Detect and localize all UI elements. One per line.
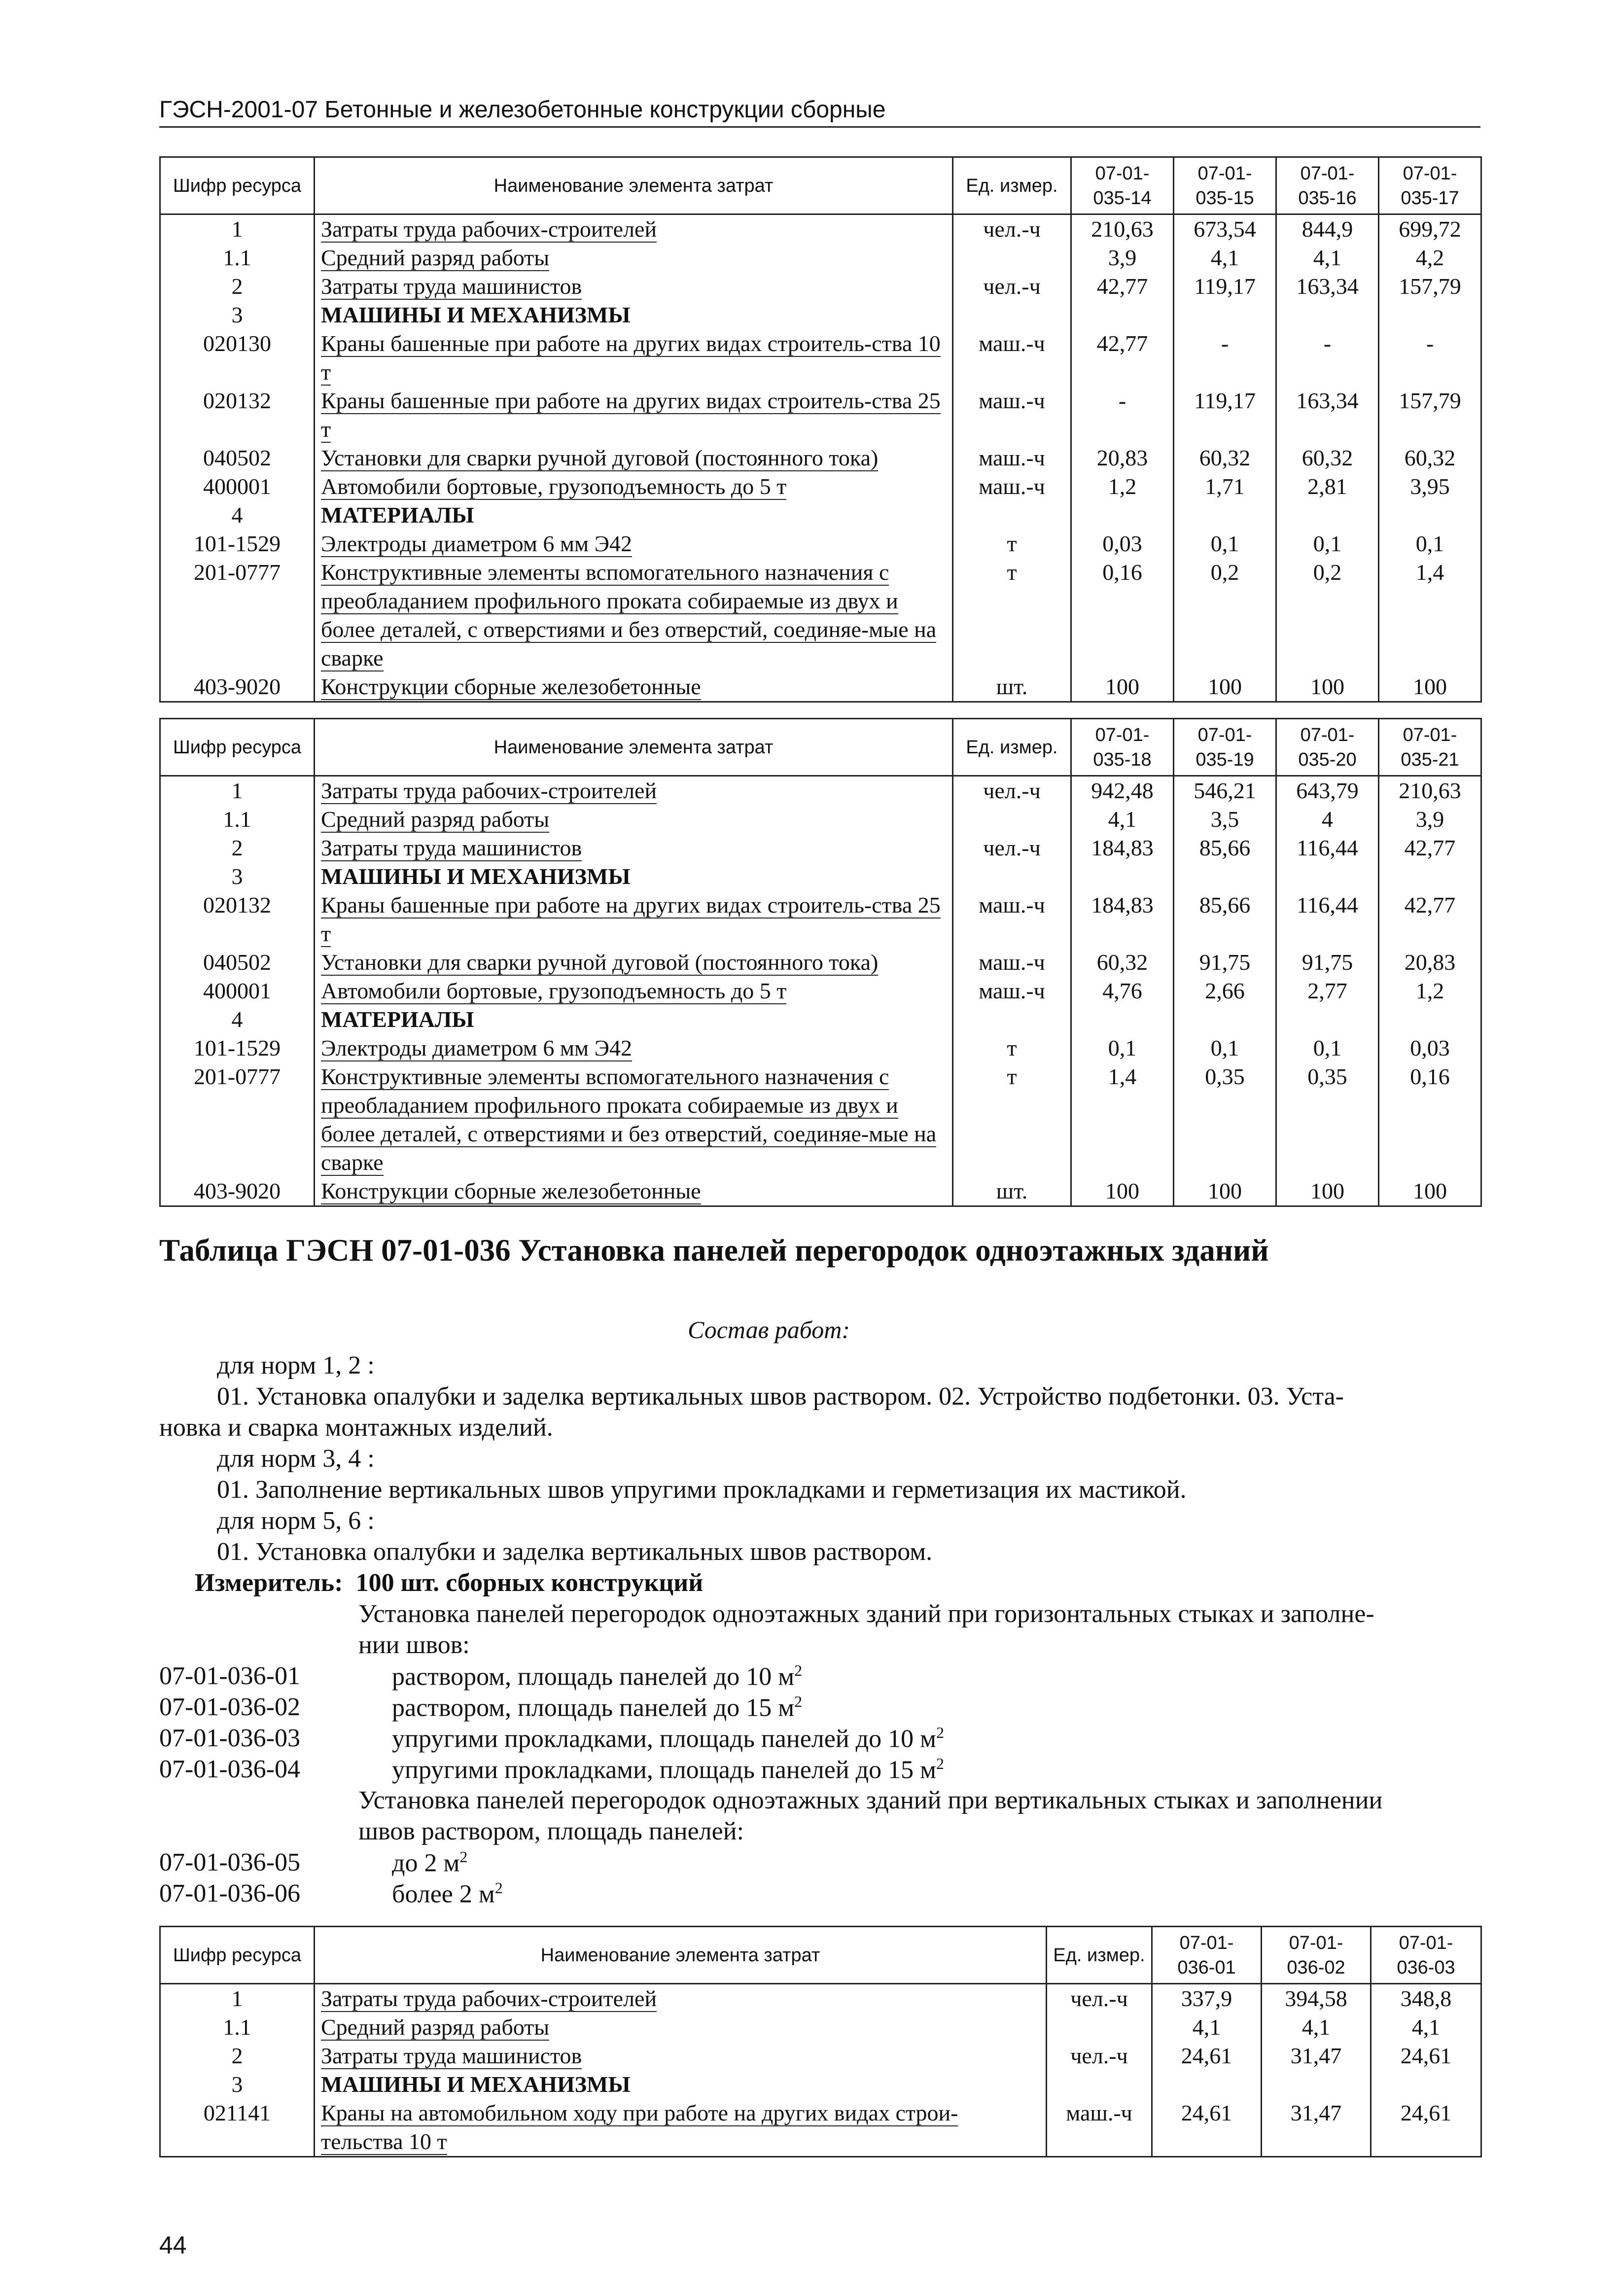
- col-norm-header: 07-01- 036-01: [1152, 1927, 1262, 1984]
- value-cell: [1174, 862, 1276, 891]
- unit-cell: чел.-ч: [1047, 1984, 1152, 2013]
- value-cell: 0,1: [1174, 1034, 1276, 1062]
- table-row: [160, 301, 1481, 329]
- resource-name: Средний разряд работы: [315, 2013, 1047, 2042]
- table-row: [160, 214, 1481, 244]
- table-row: [160, 891, 1481, 948]
- resource-name: МАШИНЫ И МЕХАНИЗМЫ: [315, 862, 953, 891]
- unit-cell: т: [953, 1062, 1071, 1177]
- value-cell: 1,2: [1379, 977, 1481, 1005]
- value-cell: 3,5: [1174, 805, 1276, 834]
- value-cell: 0,1: [1071, 1034, 1174, 1062]
- value-cell: [1071, 1005, 1174, 1034]
- resource-code: 400001: [160, 977, 315, 1005]
- value-cell: 91,75: [1276, 948, 1379, 977]
- resource-code: 101-1529: [160, 530, 315, 558]
- value-cell: [1379, 301, 1481, 329]
- value-cell: 116,44: [1276, 891, 1379, 948]
- unit-cell: маш.-ч: [953, 891, 1071, 948]
- table-row: [160, 244, 1481, 272]
- value-cell: [1174, 301, 1276, 329]
- value-cell: 0,16: [1379, 1062, 1481, 1177]
- value-cell: 100: [1071, 1177, 1174, 1206]
- resource-table-035-14-17: [159, 156, 1482, 703]
- value-cell: [1276, 301, 1379, 329]
- value-cell: 2,66: [1174, 977, 1276, 1005]
- resource-name: Установки для сварки ручной дуговой (постоянного тока): [315, 948, 953, 977]
- value-cell: 100: [1174, 1177, 1276, 1206]
- norm-item: упругими прокладками, площадь панелей до 10 $м^2$: [392, 1724, 945, 1753]
- resource-code: 403-9020: [160, 672, 315, 702]
- col-name-header: Наименование элемента затрат: [315, 157, 953, 214]
- col-name-header: Наименование элемента затрат: [315, 1927, 1047, 1984]
- group-desc: нии швов:: [358, 1631, 470, 1659]
- table-row: [160, 672, 1481, 702]
- value-cell: 24,61: [1152, 2099, 1262, 2157]
- norm-code: 07-01-036-04: [159, 1755, 300, 1783]
- resource-code: 201-0777: [160, 1062, 315, 1177]
- unit-cell: чел.-ч: [953, 214, 1071, 244]
- group-desc: Установка панелей перегородок одноэтажных зданий при вертикальных стыках и заполнении: [358, 1786, 1383, 1814]
- value-cell: -: [1071, 387, 1174, 444]
- resource-code: 4: [160, 1005, 315, 1034]
- resource-code: 2: [160, 834, 315, 862]
- col-unit-header: Ед. измер.: [953, 719, 1071, 776]
- unit-cell: [953, 244, 1071, 272]
- unit-cell: шт.: [953, 672, 1071, 702]
- resource-name: Затраты труда машинистов: [315, 2042, 1047, 2070]
- unit-cell: [1047, 2013, 1152, 2042]
- resource-name: Затраты труда машинистов: [315, 834, 953, 862]
- value-cell: 0,1: [1276, 530, 1379, 558]
- table-row: [160, 387, 1481, 444]
- table-row: [160, 558, 1481, 672]
- table-row: [160, 501, 1481, 530]
- table-row: [160, 805, 1481, 834]
- col-unit-header: Ед. измер.: [953, 157, 1071, 214]
- value-cell: 4,1: [1071, 805, 1174, 834]
- work-line: 01. Установка опалубки и заделка вертикальных швов раствором.: [217, 1538, 933, 1566]
- value-cell: [1262, 2070, 1371, 2099]
- resource-name: Краны башенные при работе на других видах строитель-ства 25 т: [315, 891, 953, 948]
- resource-name: Автомобили бортовые, грузоподъемность до 5 т: [315, 977, 953, 1005]
- value-cell: 91,75: [1174, 948, 1276, 977]
- meter-label: Измеритель:: [195, 1569, 343, 1597]
- table-row: [160, 329, 1481, 387]
- value-cell: 184,83: [1071, 834, 1174, 862]
- value-cell: 100: [1379, 672, 1481, 702]
- value-cell: 2,77: [1276, 977, 1379, 1005]
- col-norm-header: 07-01- 035-16: [1276, 157, 1379, 214]
- value-cell: 4,1: [1276, 244, 1379, 272]
- resource-name: Краны башенные при работе на других видах строитель-ства 10 т: [315, 329, 953, 387]
- value-cell: [1071, 862, 1174, 891]
- resource-code: 1: [160, 1984, 315, 2013]
- table-row: [160, 472, 1481, 501]
- value-cell: 1,4: [1071, 1062, 1174, 1177]
- resource-name: Затраты труда рабочих-строителей: [315, 214, 953, 244]
- unit-cell: чел.-ч: [953, 834, 1071, 862]
- value-cell: 1,2: [1071, 472, 1174, 501]
- value-cell: 0,03: [1379, 1034, 1481, 1062]
- running-header: ГЭСН-2001-07 Бетонные и железобетонные конструкции сборные: [159, 96, 1480, 128]
- value-cell: 100: [1174, 672, 1276, 702]
- norm-item: более 2 $м^2$: [392, 1879, 503, 1908]
- resource-code: 2: [160, 272, 315, 301]
- value-cell: [1174, 1005, 1276, 1034]
- value-cell: 157,79: [1379, 272, 1481, 301]
- resource-code: 3: [160, 2070, 315, 2099]
- unit-cell: маш.-ч: [953, 977, 1071, 1005]
- table-row: [160, 776, 1481, 806]
- value-cell: [1174, 501, 1276, 530]
- table-row: [160, 2099, 1481, 2157]
- value-cell: 60,32: [1071, 948, 1174, 977]
- table-row: [160, 1005, 1481, 1034]
- value-cell: 42,77: [1071, 329, 1174, 387]
- norm-code: 07-01-036-05: [159, 1848, 300, 1876]
- resource-code: 040502: [160, 444, 315, 472]
- group-desc: Установка панелей перегородок одноэтажных зданий при горизонтальных стыках и заполне-: [358, 1600, 1374, 1628]
- resource-name: Конструктивные элементы вспомогательного назначения с преобладанием профильного проката собираемые из двух и более деталей, с отверстиями и без отверстий, соединяе-мые на сварке: [315, 1062, 953, 1177]
- value-cell: 0,16: [1071, 558, 1174, 672]
- value-cell: 24,61: [1152, 2042, 1262, 2070]
- page-number: 44: [159, 2231, 187, 2259]
- col-norm-header: 07-01- 036-02: [1262, 1927, 1371, 1984]
- resource-name: Электроды диаметром 6 мм Э42: [315, 530, 953, 558]
- value-cell: 24,61: [1371, 2042, 1481, 2070]
- value-cell: 31,47: [1262, 2099, 1371, 2157]
- value-cell: 3,9: [1071, 244, 1174, 272]
- resource-name: МАШИНЫ И МЕХАНИЗМЫ: [315, 2070, 1047, 2099]
- resource-code: 2: [160, 2042, 315, 2070]
- value-cell: 0,35: [1174, 1062, 1276, 1177]
- value-cell: 24,61: [1371, 2099, 1481, 2157]
- value-cell: 4,1: [1371, 2013, 1481, 2042]
- norm-item: упругими прокладками, площадь панелей до 15 $м^2$: [392, 1755, 945, 1784]
- resource-name: МАШИНЫ И МЕХАНИЗМЫ: [315, 301, 953, 329]
- unit-cell: т: [953, 1034, 1071, 1062]
- value-cell: 100: [1276, 672, 1379, 702]
- col-norm-header: 07-01- 035-15: [1174, 157, 1276, 214]
- value-cell: 20,83: [1071, 444, 1174, 472]
- unit-cell: [953, 805, 1071, 834]
- resource-code: 400001: [160, 472, 315, 501]
- resource-name: Конструкции сборные железобетонные: [315, 672, 953, 702]
- norm-label: для норм 5, 6 :: [217, 1507, 375, 1535]
- value-cell: 2,81: [1276, 472, 1379, 501]
- composition-heading: Состав работ:: [688, 1316, 850, 1343]
- value-cell: -: [1174, 329, 1276, 387]
- resource-name: Затраты труда рабочих-строителей: [315, 776, 953, 806]
- resource-name: Установки для сварки ручной дуговой (постоянного тока): [315, 444, 953, 472]
- value-cell: 3,95: [1379, 472, 1481, 501]
- value-cell: 4,76: [1071, 977, 1174, 1005]
- value-cell: 60,32: [1276, 444, 1379, 472]
- resource-code: 101-1529: [160, 1034, 315, 1062]
- unit-cell: маш.-ч: [1047, 2099, 1152, 2157]
- meter-value: 100 шт. сборных конструкций: [355, 1569, 703, 1597]
- norm-label: для норм 3, 4 :: [217, 1445, 375, 1473]
- resource-code: 020132: [160, 891, 315, 948]
- value-cell: 157,79: [1379, 387, 1481, 444]
- table-row: [160, 862, 1481, 891]
- resource-code: 040502: [160, 948, 315, 977]
- value-cell: 643,79: [1276, 776, 1379, 806]
- value-cell: [1071, 301, 1174, 329]
- table-row: [160, 1177, 1481, 1206]
- value-cell: [1379, 1005, 1481, 1034]
- resource-name: Краны на автомобильном ходу при работе на других видах строи-тельства 10 т: [315, 2099, 1047, 2157]
- value-cell: 163,34: [1276, 272, 1379, 301]
- table-row: [160, 977, 1481, 1005]
- table-row: [160, 444, 1481, 472]
- resource-name: Средний разряд работы: [315, 244, 953, 272]
- value-cell: [1371, 2070, 1481, 2099]
- col-norm-header: 07-01- 035-18: [1071, 719, 1174, 776]
- value-cell: [1276, 501, 1379, 530]
- resource-code: 1.1: [160, 2013, 315, 2042]
- value-cell: 1,4: [1379, 558, 1481, 672]
- resource-name: Средний разряд работы: [315, 805, 953, 834]
- value-cell: 0,1: [1276, 1034, 1379, 1062]
- table-row: [160, 1062, 1481, 1177]
- value-cell: 60,32: [1174, 444, 1276, 472]
- value-cell: 348,8: [1371, 1984, 1481, 2013]
- value-cell: 4,1: [1152, 2013, 1262, 2042]
- value-cell: 163,34: [1276, 387, 1379, 444]
- work-line: новка и сварка монтажных изделий.: [159, 1413, 553, 1442]
- resource-table-036-01-03: [159, 1926, 1482, 2157]
- unit-cell: [953, 862, 1071, 891]
- resource-code: 1: [160, 776, 315, 806]
- col-code-header: Шифр ресурса: [160, 157, 315, 214]
- resource-name: Конструктивные элементы вспомогательного назначения с преобладанием профильного проката собираемые из двух и более деталей, с отверстиями и без отверстий, соединяе-мые на сварке: [315, 558, 953, 672]
- norm-item: раствором, площадь панелей до 15 $м^2$: [392, 1693, 803, 1722]
- resource-code: 020130: [160, 329, 315, 387]
- col-norm-header: 07-01- 035-20: [1276, 719, 1379, 776]
- value-cell: 210,63: [1071, 214, 1174, 244]
- work-line: 01. Заполнение вертикальных швов упругими прокладками и герметизация их мастикой.: [217, 1476, 1187, 1504]
- value-cell: [1276, 1005, 1379, 1034]
- value-cell: 0,03: [1071, 530, 1174, 558]
- value-cell: 100: [1379, 1177, 1481, 1206]
- value-cell: 699,72: [1379, 214, 1481, 244]
- value-cell: 116,44: [1276, 834, 1379, 862]
- value-cell: 4,1: [1262, 2013, 1371, 2042]
- unit-cell: шт.: [953, 1177, 1071, 1206]
- table-row: [160, 1034, 1481, 1062]
- unit-cell: маш.-ч: [953, 444, 1071, 472]
- value-cell: 60,32: [1379, 444, 1481, 472]
- col-code-header: Шифр ресурса: [160, 719, 315, 776]
- value-cell: 4: [1276, 805, 1379, 834]
- unit-cell: т: [953, 558, 1071, 672]
- unit-cell: чел.-ч: [953, 776, 1071, 806]
- resource-code: 021141: [160, 2099, 315, 2157]
- value-cell: 42,77: [1379, 834, 1481, 862]
- resource-name: МАТЕРИАЛЫ: [315, 501, 953, 530]
- value-cell: 0,1: [1174, 530, 1276, 558]
- resource-code: 1.1: [160, 244, 315, 272]
- col-name-header: Наименование элемента затрат: [315, 719, 953, 776]
- value-cell: -: [1379, 329, 1481, 387]
- norm-label: для норм 1, 2 :: [217, 1351, 375, 1379]
- value-cell: 3,9: [1379, 805, 1481, 834]
- value-cell: 31,47: [1262, 2042, 1371, 2070]
- norm-code: 07-01-036-01: [159, 1662, 300, 1690]
- table-row: [160, 2042, 1481, 2070]
- value-cell: 394,58: [1262, 1984, 1371, 2013]
- value-cell: 844,9: [1276, 214, 1379, 244]
- resource-name: Затраты труда рабочих-строителей: [315, 1984, 1047, 2013]
- value-cell: [1152, 2070, 1262, 2099]
- col-norm-header: 07-01- 035-14: [1071, 157, 1174, 214]
- value-cell: 100: [1276, 1177, 1379, 1206]
- col-unit-header: Ед. измер.: [1047, 1927, 1152, 1984]
- resource-code: 4: [160, 501, 315, 530]
- value-cell: 0,2: [1276, 558, 1379, 672]
- value-cell: [1071, 501, 1174, 530]
- col-code-header: Шифр ресурса: [160, 1927, 315, 1984]
- value-cell: 184,83: [1071, 891, 1174, 948]
- col-norm-header: 07-01- 036-03: [1371, 1927, 1481, 1984]
- unit-cell: маш.-ч: [953, 472, 1071, 501]
- value-cell: 1,71: [1174, 472, 1276, 501]
- value-cell: 0,35: [1276, 1062, 1379, 1177]
- value-cell: 4,1: [1174, 244, 1276, 272]
- value-cell: 119,17: [1174, 272, 1276, 301]
- col-norm-header: 07-01- 035-19: [1174, 719, 1276, 776]
- meter-line: [195, 1568, 703, 1597]
- value-cell: 0,1: [1379, 530, 1481, 558]
- value-cell: 20,83: [1379, 948, 1481, 977]
- resource-name: МАТЕРИАЛЫ: [315, 1005, 953, 1034]
- norm-code: 07-01-036-03: [159, 1724, 300, 1752]
- value-cell: 942,48: [1071, 776, 1174, 806]
- value-cell: 337,9: [1152, 1984, 1262, 2013]
- group-desc: швов раствором, площадь панелей:: [358, 1817, 744, 1845]
- value-cell: 4,2: [1379, 244, 1481, 272]
- work-line: 01. Установка опалубки и заделка вертикальных швов раствором. 02. Устройство подбетонки. 03. Уста-: [217, 1382, 1344, 1411]
- table-row: [160, 530, 1481, 558]
- resource-code: 403-9020: [160, 1177, 315, 1206]
- norm-code: 07-01-036-02: [159, 1693, 300, 1721]
- unit-cell: [953, 301, 1071, 329]
- value-cell: 100: [1071, 672, 1174, 702]
- col-norm-header: 07-01- 035-17: [1379, 157, 1481, 214]
- col-norm-header: 07-01- 035-21: [1379, 719, 1481, 776]
- table-row: [160, 2070, 1481, 2099]
- table-036-title: Таблица ГЭСН 07-01-036 Установка панелей перегородок одноэтажных зданий: [159, 1233, 1269, 1268]
- value-cell: 85,66: [1174, 891, 1276, 948]
- resource-code: 3: [160, 862, 315, 891]
- norm-item: раствором, площадь панелей до 10 $м^2$: [392, 1661, 803, 1691]
- resource-code: 1: [160, 214, 315, 244]
- norm-code: 07-01-036-06: [159, 1879, 300, 1907]
- table-row: [160, 1984, 1481, 2013]
- value-cell: 119,17: [1174, 387, 1276, 444]
- value-cell: 42,77: [1379, 891, 1481, 948]
- value-cell: 546,21: [1174, 776, 1276, 806]
- unit-cell: маш.-ч: [953, 329, 1071, 387]
- unit-cell: маш.-ч: [953, 948, 1071, 977]
- value-cell: [1379, 501, 1481, 530]
- norm-item: до 2 $м^2$: [392, 1848, 468, 1877]
- resource-code: 1.1: [160, 805, 315, 834]
- unit-cell: [953, 501, 1071, 530]
- unit-cell: т: [953, 530, 1071, 558]
- resource-name: Краны башенные при работе на других видах строитель-ства 25 т: [315, 387, 953, 444]
- resource-name: Конструкции сборные железобетонные: [315, 1177, 953, 1206]
- value-cell: 42,77: [1071, 272, 1174, 301]
- resource-name: Автомобили бортовые, грузоподъемность до 5 т: [315, 472, 953, 501]
- resource-name: Затраты труда машинистов: [315, 272, 953, 301]
- unit-cell: чел.-ч: [953, 272, 1071, 301]
- unit-cell: маш.-ч: [953, 387, 1071, 444]
- resource-code: 3: [160, 301, 315, 329]
- unit-cell: [1047, 2070, 1152, 2099]
- value-cell: 0,2: [1174, 558, 1276, 672]
- table-row: [160, 272, 1481, 301]
- value-cell: [1276, 862, 1379, 891]
- table-row: [160, 948, 1481, 977]
- resource-code: 020132: [160, 387, 315, 444]
- resource-table-035-18-21: [159, 718, 1482, 1207]
- value-cell: 673,54: [1174, 214, 1276, 244]
- resource-name: Электроды диаметром 6 мм Э42: [315, 1034, 953, 1062]
- table-row: [160, 834, 1481, 862]
- value-cell: 85,66: [1174, 834, 1276, 862]
- unit-cell: чел.-ч: [1047, 2042, 1152, 2070]
- table-row: [160, 2013, 1481, 2042]
- value-cell: 210,63: [1379, 776, 1481, 806]
- resource-code: 201-0777: [160, 558, 315, 672]
- value-cell: [1379, 862, 1481, 891]
- unit-cell: [953, 1005, 1071, 1034]
- value-cell: -: [1276, 329, 1379, 387]
